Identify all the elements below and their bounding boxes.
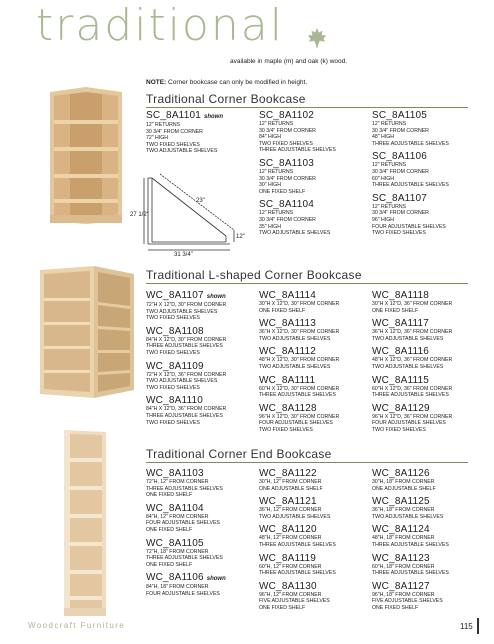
product-entry: [259, 376, 339, 399]
product-spec: FOUR ADJUSTABLE SHELVES: [259, 420, 333, 427]
product-spec: 72"H X 12"D, 30" FROM CORNER: [146, 302, 227, 308]
product-code: [372, 152, 449, 162]
product-spec: 12" RETURNS: [146, 122, 181, 128]
product-code: [259, 159, 336, 169]
product-entry: [372, 291, 452, 314]
end-bookcase-image: [60, 428, 110, 618]
product-spec: THREE ADJUSTABLE SHELVES: [372, 182, 449, 189]
product-spec: TWO ADJUSTABLE SHELVES: [146, 378, 218, 385]
product-code-text: SC_8A1102: [259, 110, 314, 121]
product-entry: [259, 469, 336, 492]
product-code: [146, 111, 223, 122]
section-rule: [146, 283, 468, 284]
corner-bookcase-image: [40, 87, 132, 225]
product-code: [259, 525, 336, 535]
product-entry: [259, 319, 339, 342]
product-spec: 60"H, 12" FROM CORNER: [259, 563, 322, 570]
product-spec: FOUR ADJUSTABLE SHELVES: [146, 590, 220, 597]
product-spec: ONE FIXED SHELF: [146, 492, 193, 499]
product-spec: 30"H, 12" FROM CORNER: [259, 479, 322, 485]
product-entry: [146, 327, 226, 357]
corner-col1: [146, 111, 223, 160]
product-entry: [372, 469, 449, 492]
product-code: [372, 582, 449, 592]
product-spec: 30 3/4" FROM CORNER: [259, 127, 316, 134]
product-spec: 12" RETURNS: [259, 121, 294, 127]
product-spec: 48"H, 12" FROM CORNER: [259, 535, 322, 542]
product-entry: [372, 194, 449, 237]
product-code: [146, 291, 226, 302]
note-label: NOTE:: [146, 79, 167, 86]
maple-leaf-icon: [306, 27, 328, 49]
product-code: [146, 573, 226, 584]
product-code-text: SC_8A1103: [259, 157, 314, 169]
product-spec: THREE ADJUSTABLE SHELVES: [146, 485, 223, 492]
product-spec: ONE FIXED SHELF: [146, 526, 193, 533]
availability-text: available in maple (m) and oak (k) wood.: [230, 58, 348, 65]
product-spec: FOUR ADJUSTABLE SHELVES: [146, 520, 220, 527]
product-code-text: SC_8A1106: [372, 151, 427, 163]
product-code: [372, 376, 452, 386]
product-code: [372, 525, 449, 535]
product-entry: [372, 404, 452, 434]
product-spec: 36"H X 12"D, 30" FROM CORNER: [259, 329, 340, 336]
product-code-text: WC_8A1123: [372, 552, 430, 564]
product-code: [259, 554, 336, 564]
product-spec: 48"H X 12"D, 36" FROM CORNER: [372, 357, 453, 364]
product-spec: THREE ADJUSTABLE SHELVES: [259, 541, 336, 548]
product-code-text: WC_8A1111: [259, 374, 316, 386]
product-code: [146, 469, 226, 479]
product-code: [146, 362, 226, 372]
product-spec: 96"H X 12"D, 30" FROM CORNER: [259, 413, 340, 420]
product-spec: 96"H, 12" FROM CORNER: [259, 591, 322, 598]
product-entry: [259, 200, 336, 236]
product-code: [372, 194, 449, 204]
product-spec: THREE ADJUSTABLE SHELVES: [259, 570, 336, 577]
product-spec: 30"H, 18" FROM CORNER: [372, 479, 435, 485]
product-code: [372, 554, 449, 564]
product-code-text: WC_8A1116: [372, 346, 430, 358]
product-code-text: SC_8A1104: [259, 199, 314, 211]
product-entry: [259, 347, 339, 370]
product-code: [372, 347, 452, 357]
product-spec: 96"H X 12"D, 36" FROM CORNER: [372, 413, 453, 420]
product-spec: 96"H, 18" FROM CORNER: [372, 591, 435, 598]
product-code: [259, 319, 339, 329]
product-entry: [259, 582, 336, 612]
product-code-text: WC_8A1124: [372, 524, 430, 536]
product-spec: 72" HIGH: [146, 135, 169, 142]
note: [146, 79, 307, 86]
product-code: [259, 497, 336, 507]
corner-dimension-diagram: [130, 168, 246, 256]
product-code-text: WC_8A1114: [259, 290, 317, 301]
page-title: traditional: [36, 0, 284, 51]
product-spec: 12" RETURNS: [372, 121, 407, 127]
product-code: [372, 469, 449, 479]
product-spec: TWO ADJUSTABLE SHELVES: [259, 230, 331, 237]
corner-col2: [259, 111, 336, 242]
product-entry: [146, 469, 226, 499]
product-code: [372, 497, 449, 507]
product-spec: 30 3/4" FROM CORNER: [259, 216, 316, 223]
product-entry: [259, 554, 336, 577]
product-spec: ONE ADJUSTABLE SHELF: [372, 485, 436, 492]
end-col1: [146, 469, 226, 603]
product-entry: [259, 291, 339, 314]
section-rule: [146, 107, 468, 108]
page-number: 115: [460, 622, 473, 631]
product-code: [259, 469, 336, 479]
product-spec: TWO ADJUSTABLE SHELVES: [372, 363, 444, 370]
product-spec: THREE ADJUSTABLE SHELVES: [259, 147, 336, 154]
product-spec: TWO FIXED SHELVES: [146, 349, 200, 356]
product-entry: [372, 376, 452, 399]
product-code-text: WC_8A1104: [146, 502, 204, 514]
product-spec: 30"H X 12"D, 30" FROM CORNER: [259, 301, 340, 307]
product-entry: [372, 347, 452, 370]
product-spec: TWO FIXED SHELVES: [372, 426, 426, 433]
product-spec: TWO ADJUSTABLE SHELVES: [146, 308, 218, 315]
product-spec: ONE ADJUSTABLE SHELF: [259, 485, 323, 492]
product-spec: TWO FIXED SHELVES: [146, 141, 200, 148]
product-spec: THREE ADJUSTABLE SHELVES: [146, 412, 223, 419]
product-spec: 84"H X 12"D, 36" FROM CORNER: [146, 406, 227, 413]
product-spec: 60"H X 12"D, 36" FROM CORNER: [372, 385, 453, 392]
product-code-text: WC_8A1120: [259, 524, 317, 536]
shown-tag: shown: [206, 294, 226, 300]
product-spec: ONE FIXED SHELF: [259, 307, 306, 314]
product-spec: ONE FIXED SHELF: [259, 604, 306, 611]
product-code: [259, 200, 336, 210]
product-spec: 36"H, 18" FROM CORNER: [372, 507, 435, 514]
product-entry: [259, 497, 336, 520]
product-code-text: WC_8A1119: [259, 552, 317, 564]
section-title-corner: Traditional Corner Bookcase: [146, 92, 306, 106]
product-entry: [372, 319, 452, 342]
footer-brand: Woodcraft Furniture: [28, 621, 126, 630]
lshaped-col2: [259, 291, 339, 439]
product-spec: FOUR ADJUSTABLE SHELVES: [372, 420, 446, 427]
product-spec: ONE FIXED SHELF: [372, 307, 419, 314]
product-spec: 96" HIGH: [372, 216, 395, 223]
product-spec: 30 3/4" FROM CORNER: [259, 175, 316, 182]
product-spec: THREE ADJUSTABLE SHELVES: [372, 541, 449, 548]
product-spec: TWO ADJUSTABLE SHELVES: [146, 148, 218, 155]
product-code-text: WC_8A1125: [372, 496, 430, 508]
product-spec: 30 3/4" FROM CORNER: [146, 128, 203, 135]
product-code-text: WC_8A1112: [259, 346, 317, 358]
product-spec: 36"H X 12"D, 36" FROM CORNER: [372, 329, 453, 336]
product-spec: TWO FIXED SHELVES: [146, 419, 200, 426]
product-code-text: WC_8A1127: [372, 580, 430, 592]
product-spec: FIVE ADJUSTABLE SHELVES: [372, 598, 443, 605]
product-code-text: WC_8A1107: [146, 290, 204, 301]
product-code-text: WC_8A1122: [259, 468, 317, 479]
product-spec: 30" HIGH: [259, 182, 282, 189]
product-entry: [146, 362, 226, 392]
product-code-text: WC_8A1109: [146, 360, 204, 372]
product-code: [259, 582, 336, 592]
product-code-text: SC_8A1105: [372, 110, 427, 121]
product-entry: [259, 404, 339, 434]
product-spec: 30 3/4" FROM CORNER: [372, 127, 429, 134]
product-entry: [259, 525, 336, 548]
product-spec: FOUR ADJUSTABLE SHELVES: [372, 223, 446, 230]
dim-top-label: 23": [196, 198, 205, 204]
product-entry: [146, 396, 226, 426]
product-code-text: WC_8A1121: [259, 496, 317, 508]
product-spec: TWO ADJUSTABLE SHELVES: [259, 335, 331, 342]
product-code-text: SC_8A1107: [372, 192, 427, 204]
product-code-text: WC_8A1108: [146, 325, 204, 337]
product-spec: 84"H, 18" FROM CORNER: [146, 584, 209, 591]
product-spec: THREE ADJUSTABLE SHELVES: [146, 555, 223, 562]
lshaped-col1: [146, 291, 226, 431]
product-code-text: WC_8A1110: [146, 395, 204, 407]
product-spec: 84"H X 12"D, 30" FROM CORNER: [146, 336, 227, 343]
product-spec: 60"H, 18" FROM CORNER: [372, 563, 435, 570]
product-code-text: WC_8A1103: [146, 468, 204, 479]
dim-left-label: 27 1/2": [130, 212, 149, 218]
product-code-text: WC_8A1130: [259, 580, 317, 592]
product-code: [146, 539, 226, 549]
lshaped-col3: [372, 291, 452, 439]
product-entry: [372, 152, 449, 188]
product-entry: [372, 111, 449, 147]
product-code: [259, 376, 339, 386]
product-spec: 30"H X 12"D, 36" FROM CORNER: [372, 301, 453, 307]
product-entry: [372, 554, 449, 577]
shown-tag: shown: [203, 114, 223, 120]
product-code-text: WC_8A1128: [259, 402, 317, 414]
product-spec: 48"H, 18" FROM CORNER: [372, 535, 435, 542]
product-entry: [372, 582, 449, 612]
product-spec: 12" RETURNS: [372, 203, 407, 210]
product-spec: TWO FIXED SHELVES: [259, 140, 313, 147]
product-code: [259, 111, 336, 121]
product-spec: 12" RETURNS: [372, 162, 407, 169]
product-entry: [146, 111, 223, 155]
product-spec: 48" HIGH: [372, 134, 395, 141]
shown-tag: shown: [206, 576, 226, 583]
end-col3: [372, 469, 449, 617]
product-code: [372, 404, 452, 414]
product-spec: 30 3/4" FROM CORNER: [372, 210, 429, 217]
product-code-text: WC_8A1117: [372, 318, 430, 330]
product-code: [259, 347, 339, 357]
product-spec: TWO ADJUSTABLE SHELVES: [372, 513, 444, 520]
product-spec: 30 3/4" FROM CORNER: [372, 168, 429, 175]
product-spec: 72"H, 18" FROM CORNER: [146, 548, 209, 555]
dim-right-label: 12": [236, 234, 245, 240]
product-spec: THREE ADJUSTABLE SHELVES: [372, 392, 449, 399]
product-entry: [146, 504, 226, 534]
product-code: [372, 291, 452, 301]
product-spec: 72"H, 12" FROM CORNER: [146, 479, 209, 485]
product-spec: 60"H X 12"D, 30" FROM CORNER: [259, 385, 340, 392]
product-spec: 12" RETURNS: [259, 210, 294, 217]
product-code-text: WC_8A1126: [372, 468, 430, 479]
product-spec: TWO ADJUSTABLE SHELVES: [259, 513, 331, 520]
product-spec: 60" HIGH: [372, 175, 395, 182]
product-spec: TWO ADJUSTABLE SHELVES: [259, 363, 331, 370]
product-spec: TWO FIXED SHELVES: [372, 230, 426, 237]
page-marker-bar: [477, 618, 479, 634]
product-code: [372, 319, 452, 329]
dim-bottom-label: 31 3/4": [174, 252, 193, 256]
product-spec: ONE FIXED SHELF: [372, 604, 419, 611]
product-code: [372, 111, 449, 121]
product-entry: [146, 539, 226, 569]
product-spec: 12" RETURNS: [259, 168, 294, 175]
product-spec: 84" HIGH: [259, 134, 282, 141]
product-spec: TWO FIXED SHELVES: [259, 426, 313, 433]
product-spec: 72"H X 12"D, 36" FROM CORNER: [146, 371, 227, 378]
section-title-lshaped: Traditional L-shaped Corner Bookcase: [146, 268, 362, 282]
product-entry: [146, 573, 226, 597]
product-code: [146, 396, 226, 406]
product-entry: [259, 111, 336, 154]
product-code-text: WC_8A1115: [372, 374, 430, 386]
product-spec: 35" HIGH: [259, 223, 282, 230]
product-entry: [146, 291, 226, 322]
product-code: [146, 504, 226, 514]
product-entry: [372, 497, 449, 520]
lshaped-bookcase-image: [38, 264, 136, 402]
corner-col3: [372, 111, 449, 242]
product-spec: ONE FIXED SHELF: [259, 188, 306, 195]
product-spec: TWO ADJUSTABLE SHELVES: [372, 335, 444, 342]
product-entry: [372, 525, 449, 548]
product-code-text: SC_8A1101: [146, 110, 201, 121]
product-spec: THREE ADJUSTABLE SHELVES: [259, 392, 336, 399]
product-spec: THREE ADJUSTABLE SHELVES: [372, 140, 449, 147]
product-spec: 36"H, 12" FROM CORNER: [259, 507, 322, 514]
note-text: Corner bookcase can only be modified in height.: [168, 79, 308, 86]
product-code-text: WC_8A1113: [259, 318, 317, 330]
product-code: [259, 404, 339, 414]
end-col2: [259, 469, 336, 617]
section-rule: [146, 462, 468, 463]
product-spec: TWO FIXED SHELVES: [146, 315, 200, 322]
product-entry: [259, 159, 336, 195]
product-spec: TWO FIXED SHELVES: [146, 384, 200, 391]
product-spec: THREE ADJUSTABLE SHELVES: [146, 343, 223, 350]
product-code-text: WC_8A1106: [146, 572, 204, 584]
product-code: [146, 327, 226, 337]
product-spec: ONE FIXED SHELF: [146, 561, 193, 568]
product-code-text: WC_8A1105: [146, 537, 204, 549]
product-spec: 48"H X 12"D, 30" FROM CORNER: [259, 357, 340, 364]
product-code-text: WC_8A1129: [372, 402, 430, 414]
product-spec: FIVE ADJUSTABLE SHELVES: [259, 598, 330, 605]
product-spec: 84"H, 12" FROM CORNER: [146, 513, 209, 520]
section-title-end: Traditional Corner End Bookcase: [146, 447, 332, 461]
product-code-text: WC_8A1118: [372, 290, 430, 301]
product-spec: THREE ADJUSTABLE SHELVES: [372, 570, 449, 577]
product-code: [259, 291, 339, 301]
